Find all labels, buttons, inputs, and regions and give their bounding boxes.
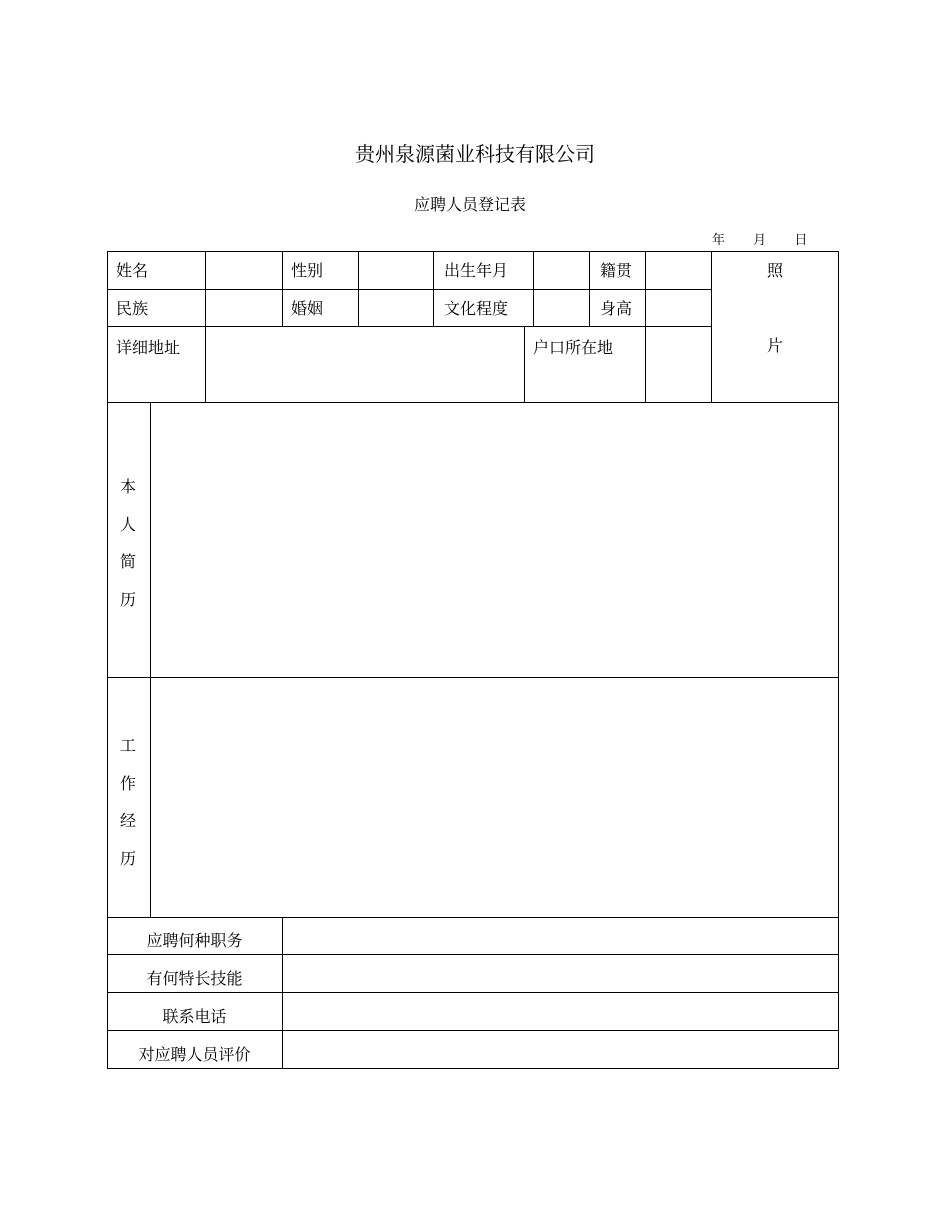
resume-char: 简 bbox=[119, 552, 136, 571]
resume-char: 历 bbox=[119, 589, 136, 609]
gender-label: 性别 bbox=[291, 261, 324, 280]
col-divider bbox=[524, 326, 525, 402]
evaluation-field[interactable] bbox=[283, 1031, 838, 1068]
date-day-label: 日 bbox=[794, 233, 808, 248]
skills-label: 有何特长技能 bbox=[146, 969, 243, 988]
birth-label: 出生年月 bbox=[444, 261, 509, 280]
work-char: 作 bbox=[119, 773, 136, 793]
ethnicity-field[interactable] bbox=[206, 290, 282, 326]
evaluation-label: 对应聘人员评价 bbox=[138, 1045, 251, 1064]
marriage-label: 婚姻 bbox=[291, 299, 324, 318]
address-label: 详细地址 bbox=[116, 338, 181, 357]
birth-field[interactable] bbox=[534, 252, 589, 289]
work-field[interactable] bbox=[151, 678, 838, 917]
gender-field[interactable] bbox=[359, 252, 433, 289]
native-place-field[interactable] bbox=[646, 252, 711, 289]
work-char: 经 bbox=[119, 811, 136, 830]
education-label: 文化程度 bbox=[444, 299, 509, 318]
phone-field[interactable] bbox=[283, 993, 838, 1030]
col-divider bbox=[433, 251, 434, 326]
work-section-label bbox=[107, 736, 149, 886]
resume-field[interactable] bbox=[151, 403, 838, 677]
work-char: 工 bbox=[119, 736, 136, 755]
marriage-field[interactable] bbox=[359, 290, 433, 326]
company-title: 贵州泉源菌业科技有限公司 bbox=[355, 142, 595, 166]
position-field[interactable] bbox=[283, 918, 838, 954]
hukou-field[interactable] bbox=[646, 327, 711, 402]
education-field[interactable] bbox=[534, 290, 589, 326]
col-divider bbox=[589, 251, 590, 326]
resume-char: 人 bbox=[119, 514, 136, 534]
form-title: 应聘人员登记表 bbox=[413, 195, 526, 214]
position-label: 应聘何种职务 bbox=[146, 931, 243, 950]
address-field[interactable] bbox=[206, 327, 524, 402]
native-place-label: 籍贯 bbox=[600, 261, 633, 280]
photo-label-2: 片 bbox=[767, 336, 784, 355]
phone-label: 联系电话 bbox=[162, 1007, 227, 1026]
ethnicity-label: 民族 bbox=[116, 299, 149, 318]
name-label: 姓名 bbox=[116, 261, 149, 280]
height-label: 身高 bbox=[600, 299, 633, 318]
date-line bbox=[712, 229, 807, 248]
skills-field[interactable] bbox=[283, 955, 838, 992]
col-divider bbox=[282, 251, 283, 326]
photo-area[interactable] bbox=[712, 252, 838, 402]
photo-label-1: 照 bbox=[767, 261, 784, 280]
date-year-label: 年 bbox=[712, 233, 726, 248]
resume-section-label bbox=[107, 477, 149, 627]
height-field[interactable] bbox=[646, 290, 711, 326]
hukou-label: 户口所在地 bbox=[533, 338, 614, 357]
date-month-label: 月 bbox=[753, 233, 767, 248]
work-char: 历 bbox=[119, 848, 136, 868]
name-field[interactable] bbox=[206, 252, 282, 289]
resume-char: 本 bbox=[119, 477, 136, 496]
